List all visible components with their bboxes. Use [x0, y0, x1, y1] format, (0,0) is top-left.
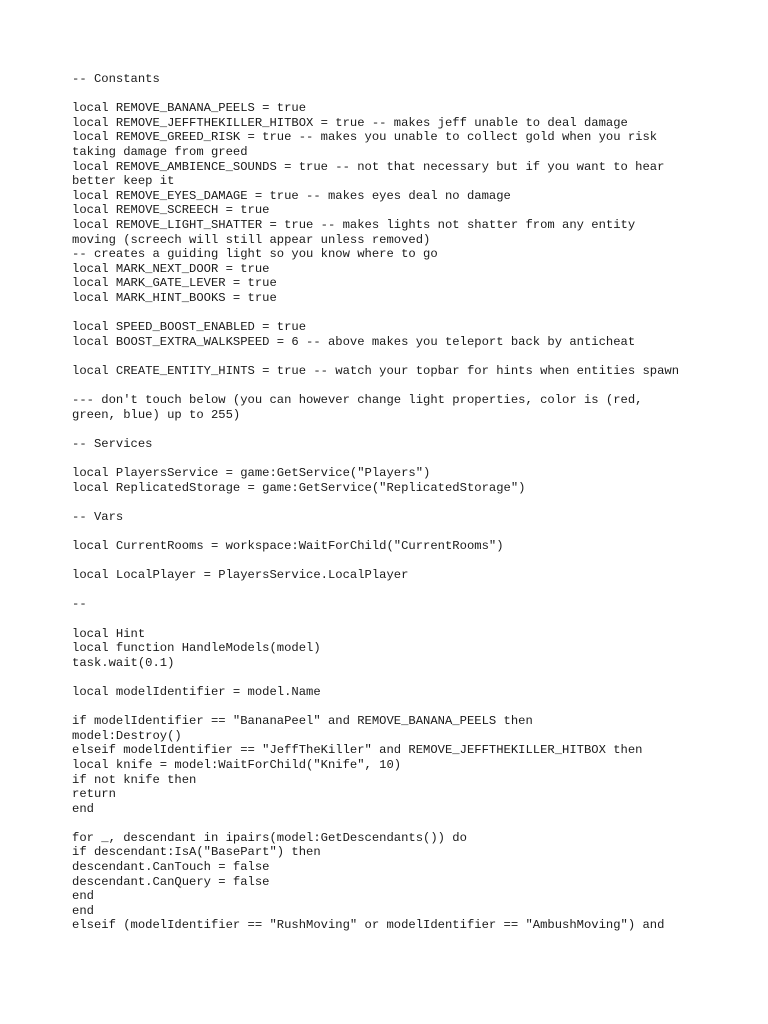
code-line: local MARK_GATE_LEVER = true	[72, 276, 277, 291]
code-line	[72, 670, 712, 685]
code-line: --- don't touch below (you can however change light properties, color is (red,	[72, 393, 643, 408]
code-line: -- Constants	[72, 72, 160, 86]
code-line: local REMOVE_AMBIENCE_SOUNDS = true -- not that necessary but if you want to hear	[72, 159, 665, 174]
code-line	[72, 87, 712, 102]
code-line	[72, 583, 712, 598]
code-line: local ReplicatedStorage = game:GetService("ReplicatedStorage")	[72, 480, 526, 495]
code-line: local BOOST_EXTRA_WALKSPEED = 6 -- above makes you teleport back by anticheat	[72, 334, 636, 349]
code-line: -- creates a guiding light so you know where to go	[72, 247, 438, 262]
code-line: elseif (modelIdentifier == "RushMoving" or modelIdentifier == "AmbushMoving") and	[72, 918, 665, 933]
code-line: taking damage from greed	[72, 144, 248, 159]
code-line: local PlayersService = game:GetService("Players")	[72, 466, 431, 481]
document-page	[72, 72, 712, 933]
code-line: --	[72, 597, 87, 612]
code-line	[72, 816, 712, 831]
code-line: -- Services	[72, 436, 153, 451]
code-line: local REMOVE_LIGHT_SHATTER = true -- makes lights not shatter from any entity	[72, 217, 636, 232]
code-line: local CREATE_ENTITY_HINTS = true -- watch your topbar for hints when entities spawn	[72, 363, 680, 378]
code-line: if descendant:IsA("BasePart") then	[72, 845, 321, 860]
code-line: local CurrentRooms = workspace:WaitForChild("CurrentRooms")	[72, 539, 504, 553]
code-line: end	[72, 801, 94, 816]
code-line: local REMOVE_BANANA_PEELS = true	[72, 101, 307, 116]
code-line: return	[72, 787, 116, 802]
code-line: local Hint	[72, 626, 146, 641]
code-line: -- Vars	[72, 509, 124, 524]
code-line: local REMOVE_JEFFTHEKILLER_HITBOX = true -- makes jeff unable to deal damage	[72, 115, 628, 130]
code-line: model:Destroy()	[72, 728, 182, 743]
code-line: local REMOVE_SCREECH = true	[72, 203, 270, 218]
code-line	[72, 554, 712, 569]
code-line: if modelIdentifier == "BananaPeel" and REMOVE_BANANA_PEELS then	[72, 714, 533, 729]
code-line: local REMOVE_GREED_RISK = true -- makes you unable to collect gold when you risk	[72, 130, 658, 145]
code-line: descendant.CanQuery = false	[72, 874, 270, 889]
code-line: local knife = model:WaitForChild("Knife", 10)	[72, 757, 402, 772]
code-line	[72, 349, 712, 364]
code-line: end	[72, 889, 94, 904]
code-line	[72, 378, 712, 393]
code-line: task.wait(0.1)	[72, 655, 175, 670]
code-line: descendant.CanTouch = false	[72, 860, 270, 875]
code-line: green, blue) up to 255)	[72, 407, 241, 422]
code-line: local SPEED_BOOST_ENABLED = true	[72, 320, 307, 335]
code-line: local REMOVE_EYES_DAMAGE = true -- makes eyes deal no damage	[72, 188, 511, 203]
code-line	[72, 700, 712, 715]
code-line: end	[72, 903, 94, 918]
code-line	[72, 495, 712, 510]
code-line: local MARK_NEXT_DOOR = true	[72, 261, 270, 276]
code-line: for _, descendant in ipairs(model:GetDescendants()) do	[72, 830, 467, 845]
code-line: local function HandleModels(model)	[72, 641, 321, 656]
code-line	[72, 524, 712, 539]
code-line	[72, 451, 712, 466]
code-line: better keep it	[72, 174, 175, 189]
code-line: elseif modelIdentifier == "JeffTheKiller" and REMOVE_JEFFTHEKILLER_HITBOX then	[72, 743, 643, 758]
code-line: if not knife then	[72, 772, 197, 787]
code-line	[72, 422, 712, 437]
code-line: moving (screech will still appear unless removed)	[72, 232, 431, 247]
code-line: local LocalPlayer = PlayersService.LocalPlayer	[72, 568, 409, 583]
code-line: local MARK_HINT_BOOKS = true	[72, 290, 277, 305]
code-line	[72, 306, 712, 321]
code-line: local modelIdentifier = model.Name	[72, 684, 321, 699]
code-line	[72, 612, 712, 627]
